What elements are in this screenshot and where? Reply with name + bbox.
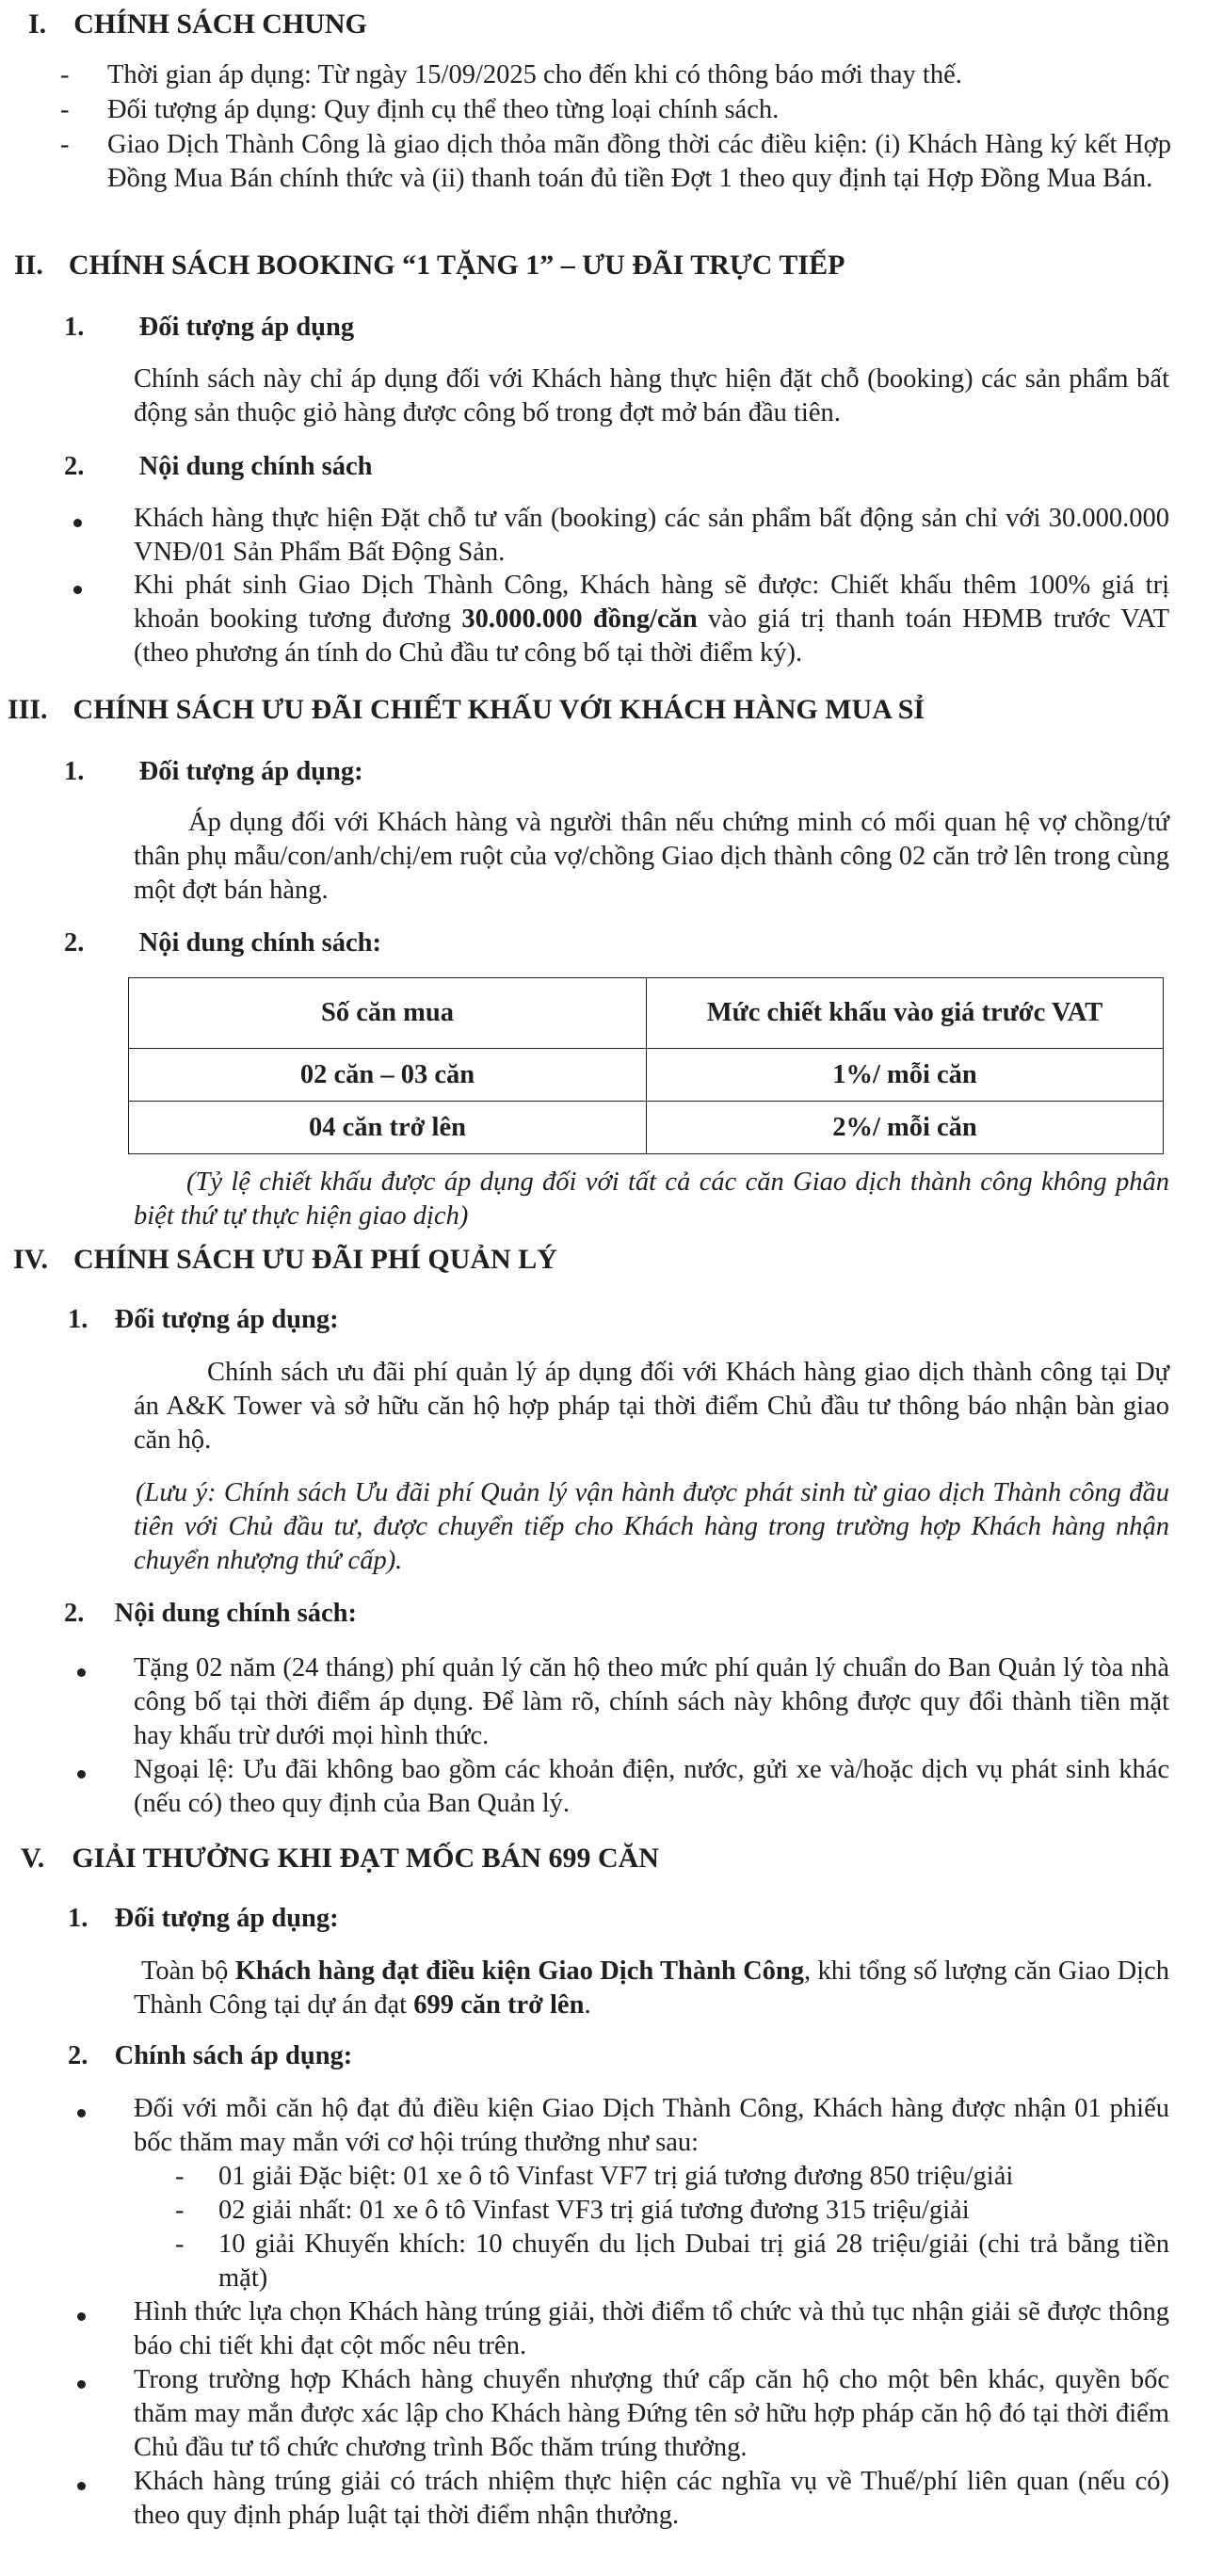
table-header: Mức chiết khấu vào giá trước VAT (647, 978, 1164, 1049)
bullet-icon (77, 1668, 86, 1677)
table-cell: 02 căn – 03 căn (129, 1049, 647, 1102)
s4-sub1-heading (68, 1303, 339, 1337)
table-cell: 2%/ mỗi căn (647, 1102, 1164, 1154)
section-3-title: CHÍNH SÁCH ƯU ĐÃI CHIẾT KHẤU VỚI KHÁCH HÀNG MUA SỈ (72, 694, 925, 725)
prize-item: 02 giải nhất: 01 xe ô tô Vinfast VF3 trị giá tương đương 315 triệu/giải (218, 2196, 970, 2225)
section-5-heading (21, 1842, 659, 1876)
s3-sub1-title: Đối tượng áp dụng: (138, 757, 363, 786)
dash-marker: - (175, 2196, 185, 2225)
section-2-title: CHÍNH SÁCH BOOKING “1 TẶNG 1” – ƯU ĐÃI TRỰC TIẾP (68, 250, 845, 281)
s5-sub1-threshold: 699 căn trở lên (413, 1990, 585, 2020)
s4-sub1-note: (Lưu ý: Chính sách Ưu đãi phí Quản lý vận hành được phát sinh từ giao dịch Thành công đầu tiên với Chủ đầu tư, được chuyển tiếp cho Khách hàng trong trường hợp Khách hàng nhận chuyển nhượng thứ cấp). (134, 1478, 1169, 1575)
s5-sub1-pre: Toàn bộ (141, 1956, 235, 1986)
section-5-title: GIẢI THƯỞNG KHI ĐẠT MỐC BÁN 699 CĂN (72, 1843, 659, 1874)
s5-bullet-3: Trong trường hợp Khách hàng chuyển nhượng thứ cấp căn hộ cho một bên khác, quyền bốc thăm may mắn được xác lập cho Khách hàng Đứng tên sở hữu hợp pháp căn hộ đó tại thời điểm Chủ đầu tư tổ chức chương trình Bốc thăm trúng thưởng. (134, 2365, 1169, 2462)
s2-bullet-2-post: vào giá trị thanh toán HĐMB trước VAT (theo phương án tính do Chủ đầu tư công bố tại thời điểm ký). (134, 604, 1170, 668)
s2-sub1-text: Chính sách này chỉ áp dụng đối với Khách hàng thực hiện đặt chỗ (booking) các sản phẩm bất động sản thuộc giỏ hàng được công bố trong đợt mở bán đầu tiên. (134, 364, 1169, 427)
s5-sub1-text (134, 1955, 1169, 2022)
s5-sub2-title: Chính sách áp dụng: (114, 2041, 353, 2070)
s3-sub2-heading (64, 926, 381, 960)
s4-sub2-number: 2. (64, 1599, 85, 1628)
s4-sub2-title: Nội dung chính sách: (114, 1599, 358, 1628)
dash-marker: - (60, 60, 70, 89)
bullet-icon (77, 2380, 86, 2389)
bullet-icon (77, 2482, 86, 2490)
s3-sub1-number: 1. (64, 757, 85, 786)
s2-sub2-title: Nội dung chính sách (138, 452, 373, 481)
s2-bullet-2-amount: 30.000.000 đồng/căn (461, 604, 698, 634)
section-1-number: I. (28, 8, 47, 40)
dash-marker: - (60, 130, 70, 159)
prize-item: 01 giải Đặc biệt: 01 xe ô tô Vinfast VF7 trị giá tương đương 850 triệu/giải (218, 2162, 1014, 2191)
section-3-number: III. (8, 694, 48, 725)
s2-bullet-1: Khách hàng thực hiện Đặt chỗ tư vấn (booking) các sản phẩm bất động sản chỉ với 30.000.000 VNĐ/01 Sản Phẩm Bất Động Sản. (134, 504, 1169, 567)
s4-sub1-title: Đối tượng áp dụng: (114, 1305, 339, 1334)
section-2-number: II. (14, 250, 43, 281)
s5-bullet-4: Khách hàng trúng giải có trách nhiệm thực hiện các nghĩa vụ về Thuế/phí liên quan (nếu có) theo quy định pháp luật tại thời điểm nhận thưởng. (134, 2467, 1169, 2530)
section-4-number: IV. (13, 1244, 48, 1275)
table-row (129, 1049, 1164, 1102)
table-cell: 04 căn trở lên (129, 1102, 647, 1154)
table-header-row (129, 978, 1164, 1049)
prize-item: 10 giải Khuyến khích: 10 chuyến du lịch Dubai trị giá 28 triệu/giải (chi trả bằng tiền mặt) (218, 2230, 1169, 2293)
s2-sub1-heading (64, 311, 354, 345)
bullet-icon (77, 2109, 86, 2117)
s4-bullet-1: Tặng 02 năm (24 tháng) phí quản lý căn hộ theo mức phí quản lý chuẩn do Ban Quản lý tòa nhà công bố tại thời điểm áp dụng. Để làm rõ, chính sách này không được quy đổi thành tiền mặt hay khấu trừ dưới mọi hình thức. (134, 1653, 1169, 1750)
s3-table-note: (Tỷ lệ chiết khấu được áp dụng đối với tất cả các căn Giao dịch thành công không phân biệt thứ tự thực hiện giao dịch) (134, 1167, 1169, 1231)
s5-sub2-heading (68, 2039, 352, 2073)
section-2-heading (14, 249, 845, 282)
s5-sub1-mid: , khi tổng số lượng căn Giao Dịch Thành Công tại dự án đạt (134, 1956, 1169, 2020)
s5-sub1-number: 1. (68, 1904, 89, 1933)
s4-sub2-heading (64, 1597, 357, 1631)
s1-item-1: Thời gian áp dụng: Từ ngày 15/09/2025 cho đến khi có thông báo mới thay thế. (107, 60, 962, 89)
bullet-icon (77, 1770, 86, 1779)
s5-sub1-condition: Khách hàng đạt điều kiện Giao Dịch Thành Công (234, 1956, 805, 1986)
s2-sub2-heading (64, 450, 373, 484)
section-3-heading (8, 693, 925, 727)
discount-table (128, 977, 1164, 1154)
s3-sub1-text: Áp dụng đối với Khách hàng và người thân nếu chứng minh có mối quan hệ vợ chồng/tứ thân phụ mẫu/con/anh/chị/em ruột của vợ/chồng Giao dịch thành công 02 căn trở lên trong cùng một đợt bán hàng. (134, 808, 1169, 905)
s4-sub1-text: Chính sách ưu đãi phí quản lý áp dụng đối với Khách hàng giao dịch thành công tại Dự án A&K Tower và sở hữu căn hộ hợp pháp tại thời điểm Chủ đầu tư thông báo nhận bàn giao căn hộ. (134, 1358, 1169, 1455)
s5-bullet-2: Hình thức lựa chọn Khách hàng trúng giải, thời điểm tổ chức và thủ tục nhận giải sẽ được thông báo chi tiết khi đạt cột mốc nêu trên. (134, 2297, 1169, 2360)
s5-sub2-number: 2. (68, 2041, 89, 2070)
s5-sub1-post: . (584, 1990, 591, 2020)
s2-sub2-number: 2. (64, 452, 85, 481)
s3-sub2-title: Nội dung chính sách: (138, 928, 382, 958)
s3-sub1-heading (64, 755, 363, 789)
bullet-icon (77, 2312, 86, 2321)
bullet-icon (73, 519, 82, 527)
s5-sub1-heading (68, 1902, 339, 1936)
s4-sub1-number: 1. (68, 1305, 89, 1334)
s2-bullet-2 (134, 569, 1169, 670)
section-1-title: CHÍNH SÁCH CHUNG (73, 8, 367, 40)
s3-sub2-number: 2. (64, 928, 85, 958)
table-header: Số căn mua (129, 978, 647, 1049)
s2-sub1-number: 1. (64, 313, 85, 342)
s2-sub1-title: Đối tượng áp dụng (138, 313, 355, 342)
dash-marker: - (60, 95, 70, 124)
s2-bullet-2-pre: Khi phát sinh Giao Dịch Thành Công, Khách hàng sẽ được: Chiết khấu thêm 100% giá trị khoản booking tương đương (134, 571, 1169, 634)
table-row (129, 1102, 1164, 1154)
section-4-heading (13, 1243, 557, 1277)
s5-bullet-1: Đối với mỗi căn hộ đạt đủ điều kiện Giao Dịch Thành Công, Khách hàng được nhận 01 phiếu bốc thăm may mắn với cơ hội trúng thưởng như sau: (134, 2094, 1169, 2157)
s1-item-2: Đối tượng áp dụng: Quy định cụ thể theo từng loại chính sách. (107, 95, 780, 124)
section-4-title: CHÍNH SÁCH ƯU ĐÃI PHÍ QUẢN LÝ (72, 1244, 557, 1275)
bullet-icon (73, 586, 82, 594)
section-1-heading (28, 8, 367, 41)
s5-sub1-title: Đối tượng áp dụng: (114, 1904, 339, 1933)
dash-marker: - (175, 2162, 185, 2191)
s1-item-3: Giao Dịch Thành Công là giao dịch thỏa mãn đồng thời các điều kiện: (i) Khách Hàng ký kết Hợp Đồng Mua Bán chính thức và (ii) thanh toán đủ tiền Đợt 1 theo quy định tại Hợp Đồng Mua Bán. (107, 130, 1171, 193)
table-cell: 1%/ mỗi căn (647, 1049, 1164, 1102)
dash-marker: - (175, 2230, 185, 2259)
section-5-number: V. (21, 1843, 45, 1874)
s4-bullet-2: Ngoại lệ: Ưu đãi không bao gồm các khoản điện, nước, gửi xe và/hoặc dịch vụ phát sinh khác (nếu có) theo quy định của Ban Quản lý. (134, 1755, 1169, 1818)
